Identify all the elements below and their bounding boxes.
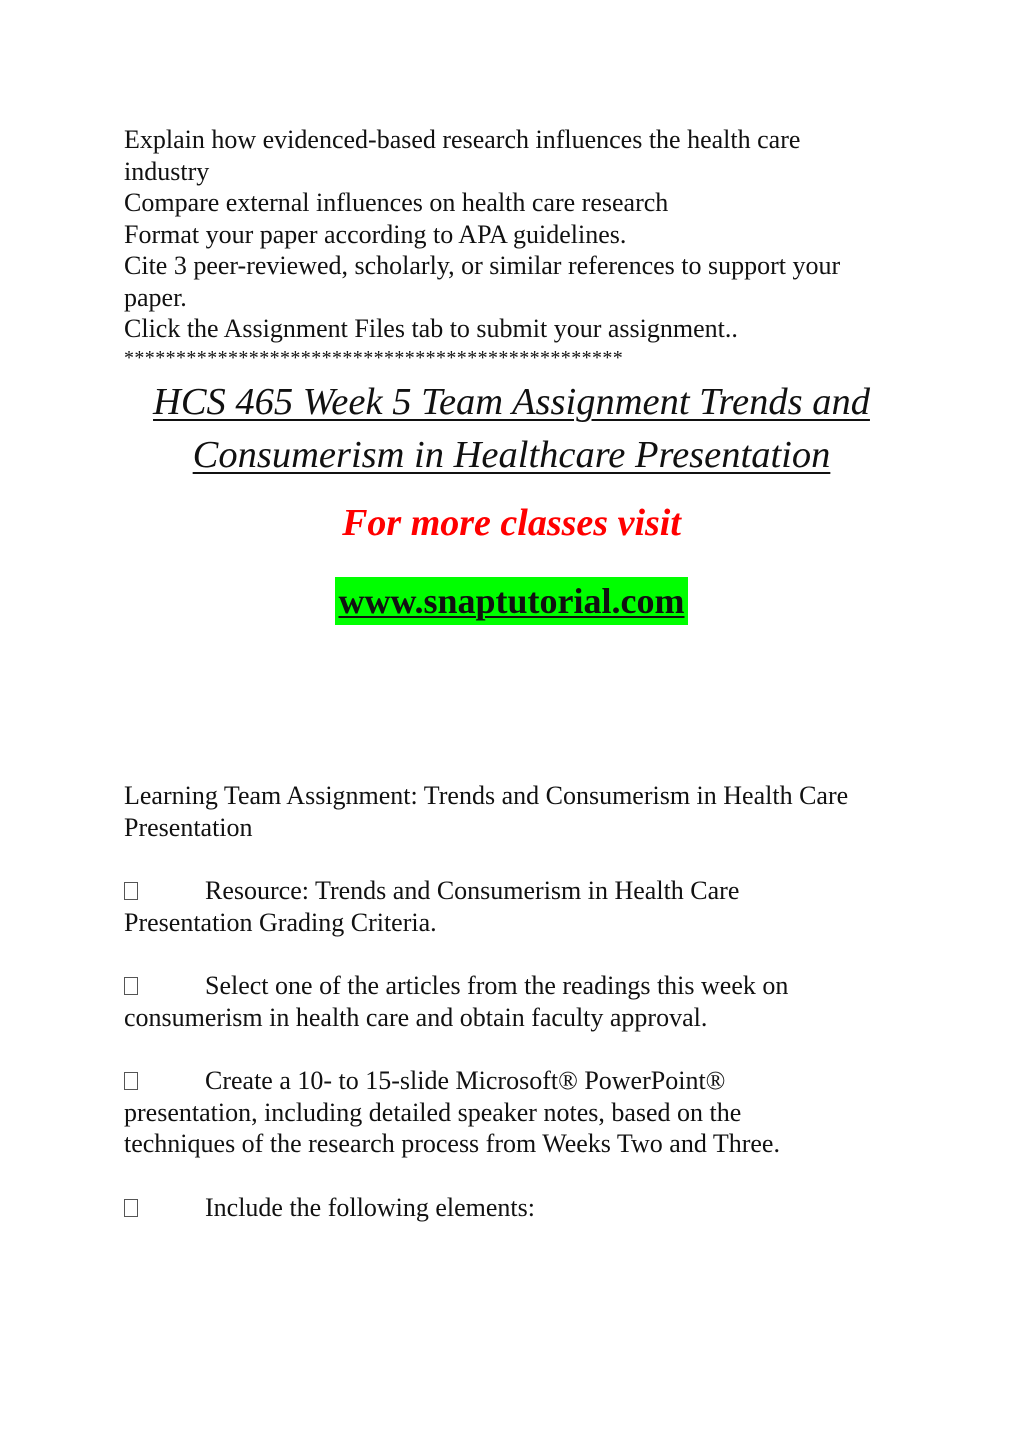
bullet-box-icon	[124, 977, 138, 995]
assignment-heading-line: Presentation	[124, 812, 253, 842]
intro-line: Compare external influences on health care research	[124, 188, 669, 217]
intro-line: Click the Assignment Files tab to submit your assignment..	[124, 314, 738, 343]
url-container	[0, 577, 1023, 625]
intro-requirements	[124, 124, 914, 368]
bullet-box-icon	[124, 1199, 138, 1217]
list-item-text: Select one of the articles from the readings this week on	[205, 971, 789, 1000]
title-line-2: Consumerism in Healthcare Presentation	[192, 434, 831, 476]
list-item-text: presentation, including detailed speaker notes, based on the	[124, 1097, 742, 1127]
list-item	[124, 1192, 914, 1224]
separator-line: ************************************************	[124, 346, 624, 369]
list-item-text: techniques of the research process from Weeks Two and Three.	[124, 1129, 780, 1158]
assignment-heading-line: Learning Team Assignment: Trends and Consumerism in Health Care	[124, 781, 849, 810]
list-item	[124, 1065, 914, 1160]
intro-line: Explain how evidenced-based research influences the health care	[124, 125, 801, 154]
list-item-text: Resource: Trends and Consumerism in Health Care	[205, 876, 740, 905]
list-item-text: Presentation Grading Criteria.	[124, 907, 437, 937]
page-title	[0, 376, 1023, 482]
visit-text: For more classes visit	[342, 502, 681, 544]
list-item-text: Create a 10- to 15-slide Microsoft® PowerPoint®	[205, 1066, 726, 1095]
bullet-box-icon	[124, 1072, 138, 1090]
bullet-box-icon	[124, 882, 138, 900]
list-item	[124, 875, 914, 938]
list-item	[124, 970, 914, 1033]
list-item-text: Include the following elements:	[205, 1193, 535, 1222]
assignment-heading	[124, 780, 914, 843]
intro-line: Format your paper according to APA guidelines.	[124, 219, 627, 249]
title-line-1: HCS 465 Week 5 Team Assignment Trends and	[153, 381, 870, 423]
intro-line: industry	[124, 156, 210, 186]
list-item-text: consumerism in health care and obtain faculty approval.	[124, 1002, 708, 1032]
website-link[interactable]: www.snaptutorial.com	[335, 577, 687, 625]
intro-line: paper.	[124, 282, 187, 312]
intro-line: Cite 3 peer-reviewed, scholarly, or similar references to support your	[124, 251, 841, 280]
